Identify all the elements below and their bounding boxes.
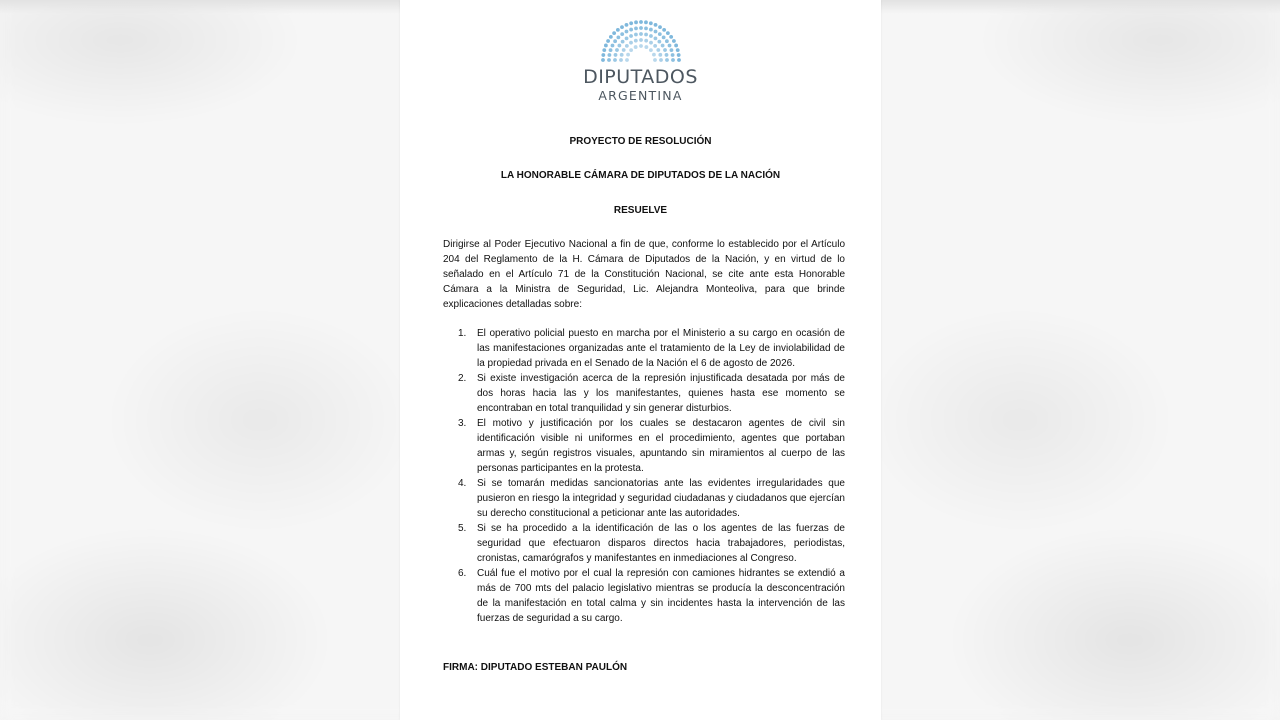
seat-dot <box>629 48 633 52</box>
seat-dot <box>648 28 652 32</box>
seat-dot <box>629 28 633 32</box>
seat-dot <box>639 38 643 42</box>
list-item-text: El operativo policial puesto en marcha por el Ministerio a su cargo en ocasión de las manifestaciones organizadas ante el tratamiento de la Ley de inviolabilidad de la propiedad privada en el Senado de la Nación el 6 de agosto de 2026. <box>477 328 845 369</box>
seat-dot <box>664 39 668 43</box>
resolve-heading: RESUELVE <box>613 205 668 216</box>
list-item-text: Si se ha procedido a la identificación de las o los agentes de las fuerzas de seguridad que efectuaron disparos directos hacia trabajadores, periodistas, cronistas, camarógrafos y manifestantes en inmediaciones al Congreso. <box>477 523 845 564</box>
seat-dot <box>653 36 657 40</box>
list-item <box>443 566 845 626</box>
seat-dot <box>615 48 619 52</box>
seat-dot <box>667 44 671 48</box>
list-item-number: 2. <box>458 373 467 384</box>
seat-dot <box>649 41 653 45</box>
seat-dot <box>610 44 614 48</box>
seat-dot <box>613 58 617 62</box>
seat-dot <box>615 28 619 32</box>
list-item-number: 3. <box>458 418 467 429</box>
seat-dot <box>672 39 676 43</box>
seat-dot <box>653 30 657 34</box>
seat-dot <box>612 31 616 35</box>
seat-dot <box>665 31 669 35</box>
seat-dot <box>644 39 648 43</box>
seat-dot <box>624 23 628 27</box>
chamber-heading: LA HONORABLE CÁMARA DE DIPUTADOS DE LA NACIÓN <box>500 170 781 181</box>
seat-dot <box>648 21 652 25</box>
seat-dot <box>657 40 661 44</box>
seat-dot <box>663 48 667 52</box>
seat-dot <box>607 58 611 62</box>
seat-dot <box>649 34 653 38</box>
seat-dot <box>633 45 637 49</box>
seat-dot <box>619 58 623 62</box>
seat-dot <box>660 44 664 48</box>
list-item-text: El motivo y justificación por los cuales se destacaron agentes de civil sin identificación visible ni uniformes en el procedimiento, agentes que portaban armas y, según registros visuales, apuntando sin miramientos al cuerpo de las personas participantes en la protesta. <box>477 418 845 474</box>
seat-dot <box>601 53 605 57</box>
seat-dot <box>634 20 638 24</box>
list-item-text: Si se tomarán medidas sancionatorias ante las evidentes irregularidades que pusieron en riesgo la integridad y seguridad ciudadanas y ciudadanos que ejercían su derecho constitucional a peticionar ante las autoridades. <box>477 478 845 519</box>
list-item-text: Si existe investigación acerca de la represión injustificada desatada por más de dos horas hacia las y los manifestantes, quienes hasta ese momento se encontraban en total tranquilidad y sin generar disturbios. <box>477 373 845 414</box>
seat-dot <box>659 58 663 62</box>
seat-dot <box>644 45 648 49</box>
seat-dot <box>608 48 612 52</box>
seat-dot <box>621 48 625 52</box>
seat-dot <box>653 44 657 48</box>
document-page <box>400 0 881 720</box>
seat-dot <box>626 53 630 57</box>
seat-dot <box>613 53 617 57</box>
seat-dot <box>674 44 678 48</box>
seat-dot <box>639 44 643 48</box>
seat-dot <box>602 48 606 52</box>
seat-dot <box>644 20 648 24</box>
seat-dot <box>620 25 624 29</box>
seat-dot <box>625 58 629 62</box>
seat-dot <box>644 33 648 37</box>
seat-dot <box>624 30 628 34</box>
seat-dot <box>670 53 674 57</box>
seat-dot <box>661 35 665 39</box>
seat-dot <box>629 21 633 25</box>
seat-dot <box>658 25 662 29</box>
seat-dot <box>601 58 605 62</box>
list-item-number: 4. <box>458 478 467 489</box>
list-item <box>443 521 845 566</box>
seat-dot <box>652 53 656 57</box>
request-list <box>443 326 845 626</box>
list-item-number: 5. <box>458 523 467 534</box>
seat-dot <box>669 48 673 52</box>
seat-dot <box>617 44 621 48</box>
seat-dot <box>613 39 617 43</box>
signature-line: FIRMA: DIPUTADO ESTEBAN PAULÓN <box>443 662 628 673</box>
seat-dot <box>644 26 648 30</box>
logo-subtitle: ARGENTINA <box>598 88 683 103</box>
seat-dot <box>629 34 633 38</box>
seat-dot <box>607 53 611 57</box>
logo-title: DIPUTADOS <box>583 66 698 88</box>
seat-dot <box>669 35 673 39</box>
seat-dot <box>676 53 680 57</box>
list-item-text: Cuál fue el motivo por el cual la represión con camiones hidrantes se extendió a más de 700 mts del palacio legislativo mientras se producía la desconcentración de la manifestación en total calma y sin incidentes hasta la intervención de las fuerzas de seguridad a su cargo. <box>477 568 845 624</box>
seat-dot <box>620 40 624 44</box>
seat-dot <box>603 44 607 48</box>
seat-dot <box>662 28 666 32</box>
seat-dot <box>608 35 612 39</box>
seat-dot <box>653 58 657 62</box>
seat-dot <box>629 41 633 45</box>
document-type-heading: PROYECTO DE RESOLUCIÓN <box>569 136 712 147</box>
seat-dot <box>606 39 610 43</box>
list-item <box>443 371 845 416</box>
seat-dot <box>665 58 669 62</box>
list-item <box>443 326 845 371</box>
seat-dot <box>657 32 661 36</box>
seat-dot <box>671 58 675 62</box>
seat-dot <box>619 53 623 57</box>
seat-dot <box>633 39 637 43</box>
seat-dot <box>639 26 643 30</box>
hemicycle-seats-icon <box>593 18 689 62</box>
seat-dot <box>624 36 628 40</box>
seat-dot <box>649 48 653 52</box>
intro-paragraph: Dirigirse al Poder Ejecutivo Nacional a fin de que, conforme lo establecido por el Artículo 204 del Reglamento de la H. Cámara de Diputados de la Nación, y en virtud de lo señalado en el Artículo 71 de la Constitución Nacional, se cite ante esta Honorable Cámara a la Ministra de Seguridad, Lic. Alejandra Monteoliva, para que brinde explicaciones detalladas sobre: <box>443 239 845 310</box>
seat-dot <box>664 53 668 57</box>
seat-dot <box>658 53 662 57</box>
diputados-logo <box>400 18 881 108</box>
seat-dot <box>677 58 681 62</box>
seat-dot <box>639 20 643 24</box>
seat-dot <box>653 23 657 27</box>
list-item <box>443 476 845 521</box>
seat-dot <box>634 33 638 37</box>
seat-dot <box>634 26 638 30</box>
seat-dot <box>620 32 624 36</box>
seat-dot <box>639 32 643 36</box>
seat-dot <box>616 35 620 39</box>
list-item <box>443 416 845 476</box>
seat-dot <box>624 44 628 48</box>
list-item-number: 6. <box>458 568 467 579</box>
seat-dot <box>675 48 679 52</box>
list-item-number: 1. <box>458 328 467 339</box>
seat-dot <box>656 48 660 52</box>
